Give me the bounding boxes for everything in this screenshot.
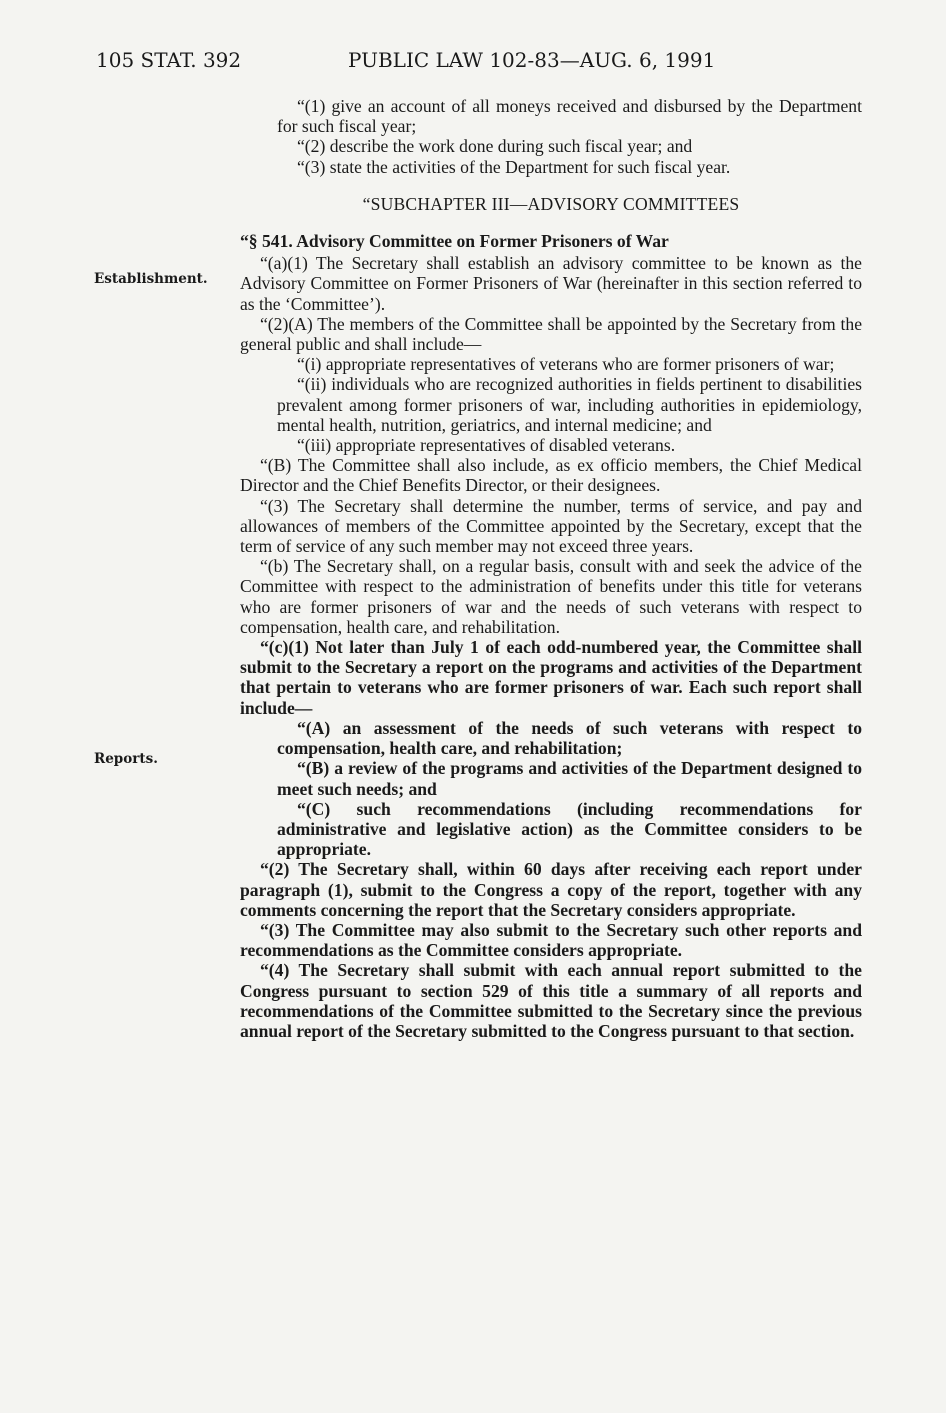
subsection-a2A: “(2)(A) The members of the Committee shall be appointed by the Secretary from the general public and shall include— bbox=[240, 313, 862, 355]
stat-page-number: 105 STAT. 392 bbox=[96, 48, 242, 72]
clause-c1B: “(B) a review of the programs and activities of the Department designed to meet such needs; and bbox=[277, 758, 862, 799]
clause-c1A: “(A) an assessment of the needs of such veterans with respect to compensation, health care, and rehabilitation; bbox=[277, 717, 862, 759]
paragraph-2: “(2) describe the work done during such fiscal year; and bbox=[297, 136, 693, 157]
subchapter-heading: “SUBCHAPTER III—ADVISORY COMMITTEES bbox=[362, 193, 740, 214]
subsection-c4: “(4) The Secretary shall submit with each annual report submitted to the Congress pursuant to section 529 of this title a summary of all reports and recommendations of the Committee submitted to the Secretary since the previous annual report of the Secretary submitted to the Congress pursuant to that section. bbox=[240, 960, 862, 1041]
subsection-b: “(b) The Secretary shall, on a regular basis, consult with and seek the advice of the Committee with respect to the administration of benefits under this title for veterans who are former prisoners of war and the needs of such veterans with respect to compensation, health care, and rehabilitation. bbox=[240, 556, 862, 637]
clause-a2Ai: “(i) appropriate representatives of veterans who are former prisoners of war; bbox=[297, 354, 835, 375]
paragraph-1: “(1) give an account of all moneys received and disbursed by the Department for such fiscal year; bbox=[277, 96, 862, 137]
subsection-a1: “(a)(1) The Secretary shall establish an advisory committee to be known as the Advisory Committee on Former Prisoners of War (hereinafter in this section referred to as the ‘Committee’). bbox=[240, 253, 862, 314]
reports-block bbox=[240, 637, 862, 1041]
margin-note-establishment: Establishment. bbox=[94, 271, 208, 287]
law-text-body bbox=[240, 96, 862, 1041]
subsection-c2: “(2) The Secretary shall, within 60 days after receiving each report under paragraph (1), submit to the Congress a copy of the report, together with any comments concerning the report that the Secretary considers appropriate. bbox=[240, 859, 862, 920]
public-law-title: PUBLIC LAW 102-83—AUG. 6, 1991 bbox=[348, 48, 716, 72]
subsection-c3: “(3) The Committee may also submit to the Secretary such other reports and recommendations as the Committee considers appropriate. bbox=[240, 919, 862, 961]
margin-note-reports: Reports. bbox=[94, 751, 158, 767]
paragraph-3: “(3) state the activities of the Department for such fiscal year. bbox=[297, 156, 731, 177]
subsection-c1: “(c)(1) Not later than July 1 of each odd-numbered year, the Committee shall submit to the Secretary a report on the programs and activities of the Department that pertain to veterans who are former prisoners of war. Each such report shall include— bbox=[240, 637, 862, 718]
subsection-a3: “(3) The Secretary shall determine the number, terms of service, and pay and allowances of members of the Committee appointed by the Secretary, except that the term of service of any such member may not exceed three years. bbox=[240, 495, 862, 557]
clause-a2Aiii: “(iii) appropriate representatives of disabled veterans. bbox=[297, 435, 676, 456]
subsection-a2B: “(B) The Committee shall also include, as ex officio members, the Chief Medical Director and the Chief Benefits Director, or their designees. bbox=[240, 455, 862, 496]
section-heading: “§ 541. Advisory Committee on Former Prisoners of War bbox=[240, 231, 669, 252]
clause-a2Aii: “(ii) individuals who are recognized authorities in fields pertinent to disabilities prevalent among former prisoners of war, including authorities in epidemiology, mental health, nutrition, geriatrics, and internal medicine; and bbox=[277, 374, 862, 435]
clause-c1C: “(C) such recommendations (including recommendations for administrative and legislative action) as the Committee considers to be appropriate. bbox=[277, 798, 862, 860]
